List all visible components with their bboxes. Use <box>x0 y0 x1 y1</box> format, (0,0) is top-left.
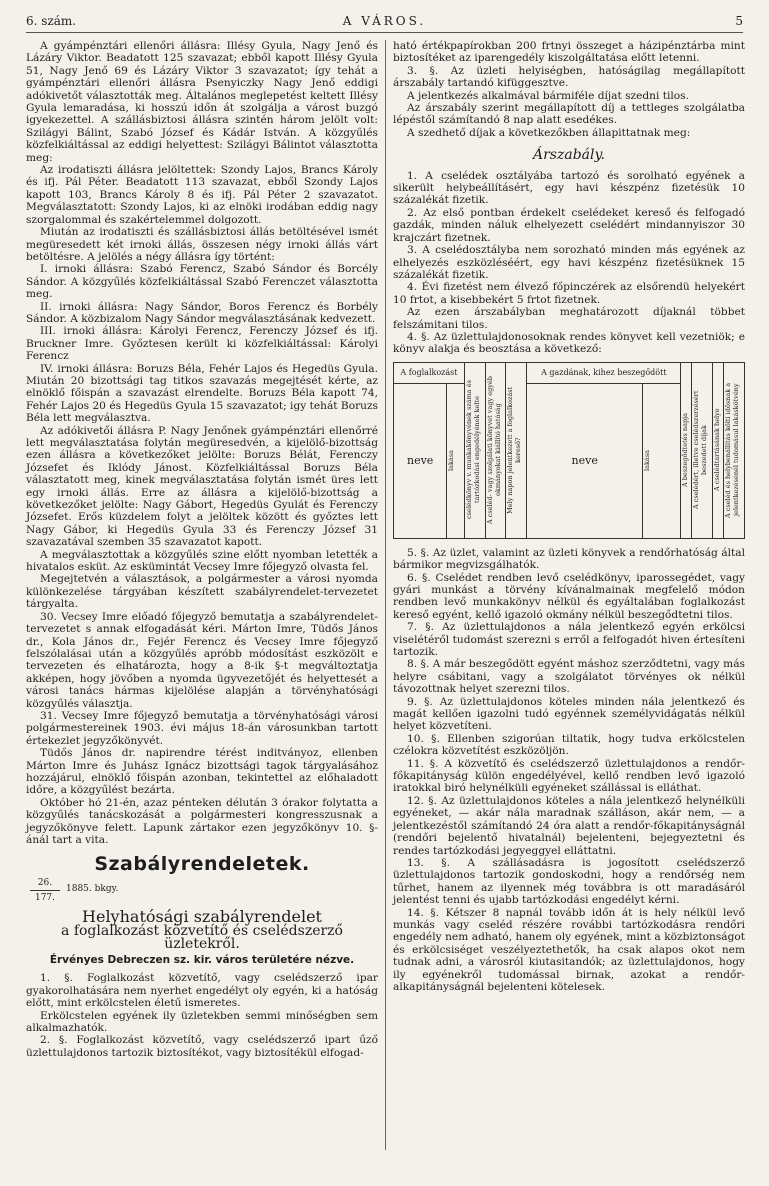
table-group-header: A foglalkozást <box>394 362 465 383</box>
paragraph: Az irodatiszti állásra jelöltettek: Szondy Lajos, Brancs Károly és ifj. Pál Péter. Beadatott 113 szavazat, ebből Szondy Lajos kapott 103, Brancs Károly 8 és ifj. Pál Péter 2 szavazatot. Megválasztatott: Szondy Lajos, ki az elnöki irodában eddig nagy szorgalommal és szakértelemmel dolgozott. <box>26 164 378 226</box>
paragraph: A szedhető díjak a következőkben állapittatnak meg: <box>407 126 691 139</box>
paragraph: 4. Évi fizetést nem élvező főpinczérek az elsőrendü helyekért 10 frtot, a kisebbekért 5 frtot fizetnek. <box>393 281 745 306</box>
paragraph: I. irnoki állásra: Szabó Ferencz, Szabó Sándor és Borcély Sándor. A közgyűlés közfelkiáltással Szabó Ferenczet választotta meg. <box>26 263 378 301</box>
paragraph: 2. Az első pontban érdekelt cselédeket kereső és felfogadó gazdák, minden náluk elhelyezett cselédért mindannyiszor 30 krajczárt fizetnek. <box>393 206 745 244</box>
arszabaly-title: Árszabály. <box>533 147 605 164</box>
left-column <box>26 40 378 1059</box>
paragraph: 9. §. Az üzlettulajdonos köteles minden nála jelentkező és magát kellően igazolni tudó egyénnek személyvidágatás nélkül helyet közvetíteni. <box>393 695 745 733</box>
page-number: 5 <box>735 14 743 28</box>
paragraph: Megejtetvén a választások, a polgármester a városi nyomda különkezelése tárgyában készített szabályrendelet-tervezetet tárgyalta. <box>26 573 378 611</box>
reference-fraction <box>30 877 60 905</box>
section-title: Szabályrendeletek. <box>94 853 310 876</box>
paragraph: A jelentkezés alkalmával bármiféle díjat szedni tilos. <box>407 89 689 102</box>
table-cell-lakasa: lakása <box>447 450 456 472</box>
paragraph: 1. §. Foglalkozást közvetítő, vagy cselédszerző ipar gyakorolhatására nem nyerhet engedélyt oly egyén, ki a hatóság előtt, mint erkölcstelen életű ismeretes. <box>26 972 378 1010</box>
paragraph: 3. §. Az üzleti helyiségben, hatóságilag megállapított árszabály tartandó kifüggesztve. <box>393 64 745 90</box>
paragraph: 5. §. Az üzlet, valamint az üzleti könyvek a rendőrhatóság által bármikor megvizsgálhatók. <box>393 546 745 572</box>
column-divider <box>385 40 386 1150</box>
paragraph: II. irnoki állásra: Nagy Sándor, Boros Ferencz és Borbély Sándor. A közbizalom Nagy Sándor megválasztásának kedvezett. <box>26 300 378 325</box>
paragraph: Október hó 21-én, azaz pénteken délután 3 órakor folytatta a közgyűlés tanácskozását a polgármesteri kongresszusnak a jegyzőkönyve felett. Lapunk zártakor ezen jegyzőkönyv 10. §-ánál tart a vita. <box>26 796 378 846</box>
paragraph: Az árszabály szerint megállapított díj a tettleges szolgálatba lépéstől számítandó 8 nap alatt esedékes. <box>393 102 745 127</box>
table-column-header: A beszegődtetés napja <box>681 413 690 488</box>
reference-year: 1885. bkgy. <box>66 883 119 894</box>
paragraph: 10. §. Ellenben szigorúan tiltatik, hogy tudva erkölcstelen czélokra közvetítést eszközöljön. <box>393 732 745 758</box>
page-header <box>26 14 743 33</box>
regulation-reference <box>26 877 378 907</box>
table-column-header: A cseléd és helybenállítás költi idősnak a jelentkezésénél tudomásul lakáskötvény <box>724 382 741 518</box>
table-column-header: A cselédért, illetve cselédszerzésért beszedett díjak <box>692 391 709 510</box>
table-cell-neve: neve <box>394 383 447 538</box>
paragraph: Az ezen árszabályban meghatározott díjaknál többet felszámitani tilos. <box>393 306 745 331</box>
right-column <box>393 40 745 993</box>
paragraph: 1. A cselédek osztályába tartozó és sorolható egyének a sikerült helybeállításért, egy havi készpénz fizetésük 10 százalékát fizetik. <box>393 169 745 207</box>
table-cell-neve: neve <box>527 383 643 538</box>
issue-number: 6. szám. <box>26 14 77 28</box>
register-table <box>393 362 745 539</box>
paragraph: 13. §. A szállásadásra is jogosított cselédszerző üzlettulajdonos tartozik gondoskodni, hogy a rendőrség nem tűrhet, hanem az ilyennek még továbbra is ott maradásáról jelentést tenni és ujabb tartózkodási engedélyt kérni. <box>393 856 745 907</box>
paragraph: 8. §. A már beszegődött egyént máshoz szerződtetni, vagy más helyre csábitani, vagy a szolgálatot törvényes ok nélkül távozottnak helyet szerezni tilos. <box>393 658 745 696</box>
paragraph: Erkölcstelen egyének ily üzletekben semmi minőségben sem alkalmazhatók. <box>26 1009 378 1035</box>
paragraph: Az adókivetői állásra P. Nagy Jenőnek gyámpénztári ellenőrré lett megválasztatása folytán megüresedvén, a kijelölő-bizottság ezen állásra a következőket jelölte: Boruzs Bélát, Ferenczy Józsefet és Iklódy Jánost. Közfelkiáltással Boruzs Béla választatott meg, kinek megválasztatása folytán ismét üres lett egy irnoki állás. Erre az állásra a kijelölő-bizottság a következőket jelölte: Nagy Gábort, Hegedüs Gyulát és Ferenczy Józsefet. Erős küzdelem folyt a jelöltek között és győztes lett Nagy Gábor, ki Hegedüs Gyula 33 és Ferenczy József 31 szavazatával szemben 35 szavazatot kapott. <box>26 424 378 549</box>
paragraph: 4. §. Az üzlettulajdonosoknak rendes könyvet kell vezetniök; e könyv alakja és beosztása a következő: <box>393 330 745 356</box>
paragraph: 6. §. Cselédet rendben levő cselédkönyv, iparossegédet, vagy gyári munkást a törvény kívánalmainak megfelelő módon rendben levő munkakönyv nélkül és egyáltalában foglalkozást kereső egyént, kellő igazoló okmány nélkül beszegődtetni tilos. <box>393 571 745 621</box>
paragraph: 14. §. Kétszer 8 napnál tovább időn át is hely nélkül levő munkás vagy cseléd részére rovábbi tartózkodásra rendőri engedély nem adható, hanem oly egyének, mint a közbiztonságot és erkölcsiséget veszélyeztethetők, ha csak alapos okot nem tudnak adni, a városról kiutasitandók; az üzlettulajdonos, hogy ily egyénekről tudomással birnak, azokat a rendőr-alkapitányságnál bejelenteni kötelesek. <box>393 906 745 993</box>
table-column-header: cselédkönyv v. munkakönyvének száma és tartózkodási engedélyének kelte <box>464 380 481 520</box>
paragraph: IV. irnoki állásra: Boruzs Béla, Fehér Lajos és Hegedüs Gyula. Miután 20 bizottsági tag titkos szavazás megejtését kérte, az elnöklő főispán a szavazást elrendelte. Boruzs Béla kapott 74, Fehér Lajos 20 és Hegedüs Gyula 15 szavazatot; igy tehát Boruzs Béla lett megválasztva. <box>26 362 378 425</box>
table-group-header: A gazdának, kihez beszegődött <box>527 362 681 383</box>
paragraph: 12. §. Az üzlettulajdonos köteles a nála jelentkező helynélküli egyéneket, — akár nála maradnak szálláson, akár nem, — a jelentkezéstől számítandó 24 óra alatt a rendőr-főkapitányságnál (rendőri bejelentő hivatalnál) bejelenteni, bejegyeztetni és rendes tartózkodási jegyeggyel elláttatni. <box>393 794 745 857</box>
table-cell-lakasa: lakása <box>643 450 652 472</box>
paragraph: A megválasztottak a közgyűlés szine előtt nyomban letették a hivatalos esküt. Az eskümintát Vecsey Imre főjegyző olvasta fel. <box>26 548 378 574</box>
table-column-header: A cselédtartásának helye <box>713 408 722 492</box>
paragraph: III. irnoki állásra: Károlyi Ferencz, Ferenczy József és ifj. Bruckner Imre. Győztesen került ki közfelkiáltással: Károlyi Ferencz <box>26 325 378 363</box>
reference-denominator: 177. <box>34 893 56 904</box>
regulation-validity: Érvényes Debreczen sz. kir. város területére nézve. <box>49 954 355 967</box>
table-column-header: A cseléd- vagy szolgálati könyvet vagy egyéb okmányokat kiállító hatóság <box>485 376 502 525</box>
regulation-subtitle: a foglalkozást közvetítő és cselédszerző üzletekről. <box>61 923 343 952</box>
paragraph: 2. §. Foglalkozást közvetítő, vagy cselédszerző ipart űző üzlettulajdonos tartozik biztosítékot, vagy biztosítékül elfogad- <box>26 1034 378 1059</box>
paragraph: 11. §. A közvetítő és cselédszerző üzlettulajdonos a rendőr-főkapitányság külön engedélyével, kellő rendben levő igazoló iratokkal biró helynélküli egyéneket szállással is elláthat. <box>393 757 745 795</box>
regulation-title: Helyhatósági szabályrendelet <box>82 906 322 926</box>
paragraph: Tüdős János dr. napirendre térést inditványoz, ellenben Márton Imre és Juhász Ignácz bizottsági tagok tárgyalásához hozzájárul, elnöklő főispán azonban, tekintettel az előhaladott időre, a közgyűlést bezárta. <box>26 747 378 797</box>
paragraph: 31. Vecsey Imre főjegyző bemutatja a törvényhatósági városi polgármestereinek 1903. évi május 18-án városunkban tartott értekezlet jegyzőkönyvét. <box>26 709 378 747</box>
table-column-header: Mely napon jelentkezett a foglalkozást kereső? <box>506 386 523 514</box>
paragraph: A gyámpénztári ellenőri állásra: Illésy Gyula, Nagy Jenő és Lázáry Viktor. Beadatott 125 szavazat; ebből kapott Illésy Gyula 51, Nagy Jenő 69 és Lázáry Viktor 3 szavazatot; így tehát a gyámpénztári ellenőri állásra Psenyiczky Nagy Jenő eddigi adókivetőt választották meg. Általános meglepetést keltett Illésy Gyula lemaradása, ki hosszú időn át szolgálja a várost buzgó igyekezettel. A szállásbiztosi állásra szintén három jelölt volt: Szilágyi Bálint, Szabó József és Kádár István. A közgyűlés közfelkiáltással az eddigi helyettest: Szilágyi Bálintot választotta meg: <box>26 40 378 164</box>
journal-title: A VÁROS. <box>342 14 427 28</box>
paragraph: Miután az irodatiszti és szállásbiztosi állás betöltésével ismét megüresedett két irnoki állás, összesen négy irnoki állás várt betöltésre. A jelölés a négy állásra így történt: <box>26 226 378 263</box>
paragraph: ható értékpapírokban 200 frtnyi összeget a házipénztárba mint biztosítéket az iparengedély kiszolgáltatása előtt letenni. <box>393 40 745 65</box>
paragraph: 3. A cselédosztályba nem sorozható minden más egyének az elhelyezés eszközléséért, egy havi készpénz fizetésüknek 15 százalékát fizetik. <box>393 244 745 281</box>
reference-numerator: 26. <box>37 877 53 888</box>
paragraph: 30. Vecsey Imre előadó főjegyző bemutatja a szabályrendelet-tervezetet s annak elfogadását kéri. Márton Imre, Tüdős János dr., Kola János dr., Fejér Ferencz és Vecsey Imre főjegyző felszólalásai után a közgyűlés apróbb módosítást eszközölt e tervezeten és elhatározta, hogy a 8-ik §-t megváltoztatja akképen, hogy jövőben a nyomda ügyvezetőjét és helyettesét a városi tanács hármas kijelölése alapján a törvényhatósági közgyűlés választja. <box>26 610 378 710</box>
paragraph: 7. §. Az üzlettulajdonos a nála jelentkező egyén erkölcsi viselétéről tudomást szerezni s erről a felfogadót hiven értesíteni tartozik. <box>393 621 745 658</box>
